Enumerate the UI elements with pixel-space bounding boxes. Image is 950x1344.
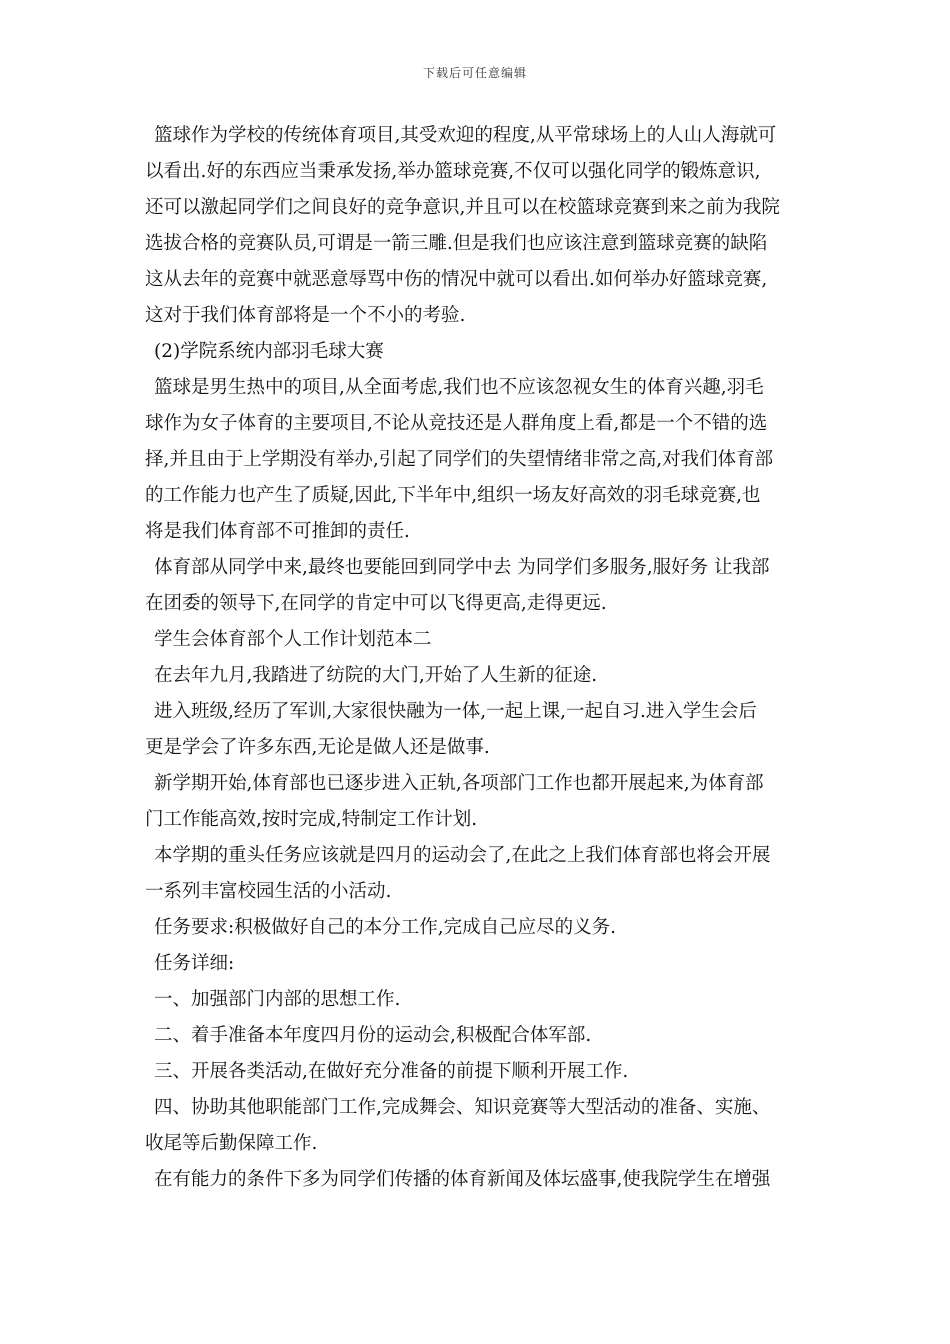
text-line: 体育部从同学中来,最终也要能回到同学中去 为同学们多服务,服好务 让我部 xyxy=(154,557,770,578)
text-line: 本学期的重头任务应该就是四月的运动会了,在此之上我们体育部也将会开展 xyxy=(154,845,771,866)
text-line: 二、着手准备本年度四月份的运动会,积极配合体军部. xyxy=(154,1025,592,1046)
text-line: 这从去年的竞赛中就恶意辱骂中伤的情况中就可以看出.如何举办好篮球竞赛, xyxy=(145,269,768,290)
text-line: 三、开展各类活动,在做好充分准备的前提下顺利开展工作. xyxy=(154,1061,629,1082)
document-body xyxy=(145,118,810,1198)
text-line: 在去年九月,我踏进了纺院的大门,开始了人生新的征途. xyxy=(154,665,598,686)
text-line: 篮球是男生热中的项目,从全面考虑,我们也不应该忽视女生的体育兴趣,羽毛 xyxy=(154,377,764,398)
text-line: 四、协助其他职能部门工作,完成舞会、知识竞赛等大型活动的准备、实施、 xyxy=(154,1097,771,1118)
text-line: (2)学院系统内部羽毛球大赛 xyxy=(154,341,384,362)
text-line: 以看出.好的东西应当秉承发扬,举办篮球竞赛,不仅可以强化同学的锻炼意识, xyxy=(145,161,761,182)
text-line: 在团委的领导下,在同学的肯定中可以飞得更高,走得更远. xyxy=(145,593,607,614)
text-line: 在有能力的条件下多为同学们传播的体育新闻及体坛盛事,使我院学生在增强 xyxy=(154,1169,771,1190)
text-line: 任务要求:积极做好自己的本分工作,完成自己应尽的义务. xyxy=(154,917,616,938)
text-line: 一系列丰富校园生活的小活动. xyxy=(145,881,392,902)
text-line: 将是我们体育部不可推卸的责任. xyxy=(145,521,410,542)
text-line: 选拔合格的竞赛队员,可谓是一箭三雕.但是我们也应该注意到篮球竞赛的缺陷 xyxy=(145,233,768,254)
text-line: 还可以激起同学们之间良好的竞争意识,并且可以在校篮球竞赛到来之前为我院 xyxy=(145,197,780,218)
text-line: 择,并且由于上学期没有举办,引起了同学们的失望情绪非常之高,对我们体育部 xyxy=(145,449,774,470)
text-line: 更是学会了许多东西,无论是做人还是做事. xyxy=(145,737,490,758)
page-header-note: 下载后可任意编辑 xyxy=(422,66,527,80)
text-line: 新学期开始,体育部也已逐步进入正轨,各项部门工作也都开展起来,为体育部 xyxy=(154,773,764,794)
text-line: 篮球作为学校的传统体育项目,其受欢迎的程度,从平常球场上的人山人海就可 xyxy=(154,125,777,146)
text-line: 学生会体育部个人工作计划范本二 xyxy=(154,629,432,650)
text-line: 这对于我们体育部将是一个不小的考验. xyxy=(145,305,466,326)
text-line: 一、加强部门内部的思想工作. xyxy=(154,989,401,1010)
text-line: 的工作能力也产生了质疑,因此,下半年中,组织一场友好高效的羽毛球竞赛,也 xyxy=(145,485,761,506)
text-line: 进入班级,经历了军训,大家很快融为一体,一起上课,一起自习.进入学生会后 xyxy=(154,701,757,722)
text-line: 收尾等后勤保障工作. xyxy=(145,1133,318,1154)
text-line: 球作为女子体育的主要项目,不论从竞技还是人群角度上看,都是一个不错的选 xyxy=(145,413,768,434)
text-line: 门工作能高效,按时完成,特制定工作计划. xyxy=(145,809,478,830)
text-line: 任务详细: xyxy=(154,953,235,974)
